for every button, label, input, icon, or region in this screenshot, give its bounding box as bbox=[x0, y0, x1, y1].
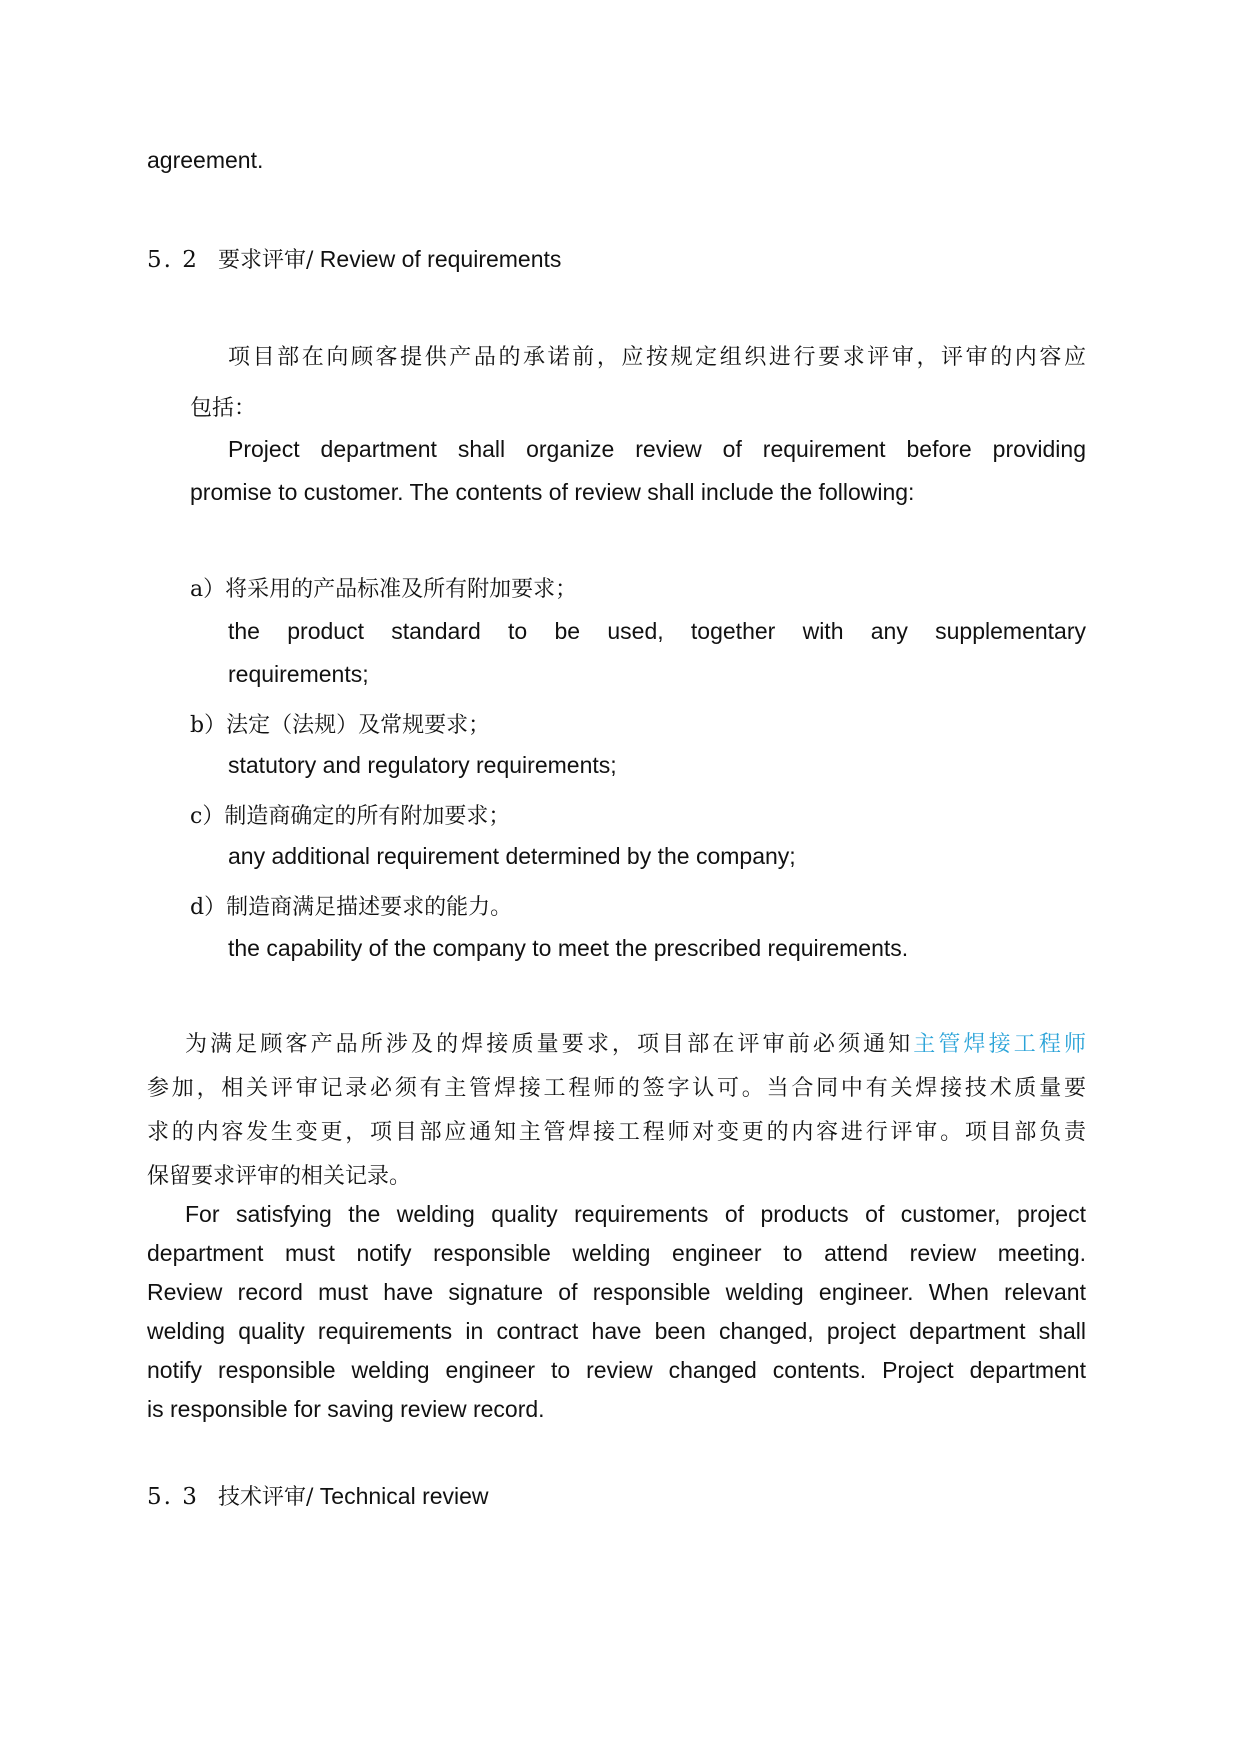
list-item-a bbox=[190, 572, 577, 603]
list-marker: b） bbox=[190, 713, 227, 738]
welding-en-line2: department must notify responsible welding engineer to attend review meeting. bbox=[147, 1240, 1086, 1266]
welding-cn-line3: 求的内容发生变更，项目部应通知主管焊接工程师对变更的内容进行评审。项目部负责 bbox=[147, 1120, 1086, 1145]
welding-en-line4: welding quality requirements in contract have been changed, project department shall bbox=[147, 1318, 1086, 1344]
list-item-d-en: the capability of the company to meet the prescribed requirements. bbox=[228, 935, 909, 961]
list-item-a-en-line2: requirements; bbox=[228, 661, 369, 687]
intro-cn-line1: 项目部在向顾客提供产品的承诺前，应按规定组织进行要求评审，评审的内容应 bbox=[228, 345, 1086, 370]
section-title-cn: 技术评审/ bbox=[217, 1485, 314, 1510]
welding-en-line3: Review record must have signature of responsible welding engineer. When relevant bbox=[147, 1279, 1086, 1305]
section-number: 5. 2 bbox=[147, 247, 199, 273]
list-item-d bbox=[190, 890, 512, 921]
list-marker: a） bbox=[190, 577, 226, 602]
list-marker: d） bbox=[190, 895, 227, 920]
welding-cn-line1 bbox=[185, 1027, 1086, 1058]
list-item-cn: 将采用的产品标准及所有附加要求； bbox=[225, 577, 578, 602]
welding-engineer-link[interactable]: 主管焊接工程师 bbox=[913, 1032, 1086, 1057]
list-item-c-en: any additional requirement determined by the company; bbox=[228, 843, 796, 869]
section-heading-5-3 bbox=[147, 1480, 489, 1511]
welding-en-line6: is responsible for saving review record. bbox=[147, 1396, 545, 1422]
section-title-en: Review of requirements bbox=[313, 246, 562, 272]
section-title-cn: 要求评审/ bbox=[217, 248, 314, 273]
list-item-b bbox=[190, 708, 490, 739]
welding-cn-line2: 参加，相关评审记录必须有主管焊接工程师的签字认可。当合同中有关焊接技术质量要 bbox=[147, 1076, 1086, 1101]
list-item-cn: 制造商确定的所有附加要求； bbox=[224, 804, 511, 829]
list-item-cn: 制造商满足描述要求的能力。 bbox=[226, 895, 513, 920]
section-title-en: Technical review bbox=[313, 1483, 489, 1509]
list-item-a-en-line1: the product standard to be used, together with any supplementary bbox=[228, 618, 1086, 644]
list-marker: c） bbox=[190, 804, 225, 829]
section-number: 5. 3 bbox=[147, 1484, 199, 1510]
intro-cn-line2: 包括： bbox=[190, 396, 257, 421]
section-heading-5-2 bbox=[147, 243, 561, 274]
welding-en-line5: notify responsible welding engineer to review changed contents. Project department bbox=[147, 1357, 1086, 1383]
list-item-cn: 法定（法规）及常规要求； bbox=[226, 713, 491, 738]
welding-en-line1: For satisfying the welding quality requirements of products of customer, project bbox=[185, 1201, 1086, 1227]
welding-cn-text: 为满足顾客产品所涉及的焊接质量要求，项目部在评审前必须通知 bbox=[185, 1032, 914, 1057]
intro-en-line2: promise to customer. The contents of review shall include the following: bbox=[190, 479, 915, 505]
list-item-c bbox=[190, 799, 510, 830]
intro-en-line1: Project department shall organize review of requirement before providing bbox=[228, 436, 1086, 462]
list-item-b-en: statutory and regulatory requirements; bbox=[228, 752, 617, 778]
welding-cn-line4: 保留要求评审的相关记录。 bbox=[147, 1164, 412, 1189]
top-fragment: agreement. bbox=[147, 147, 264, 173]
